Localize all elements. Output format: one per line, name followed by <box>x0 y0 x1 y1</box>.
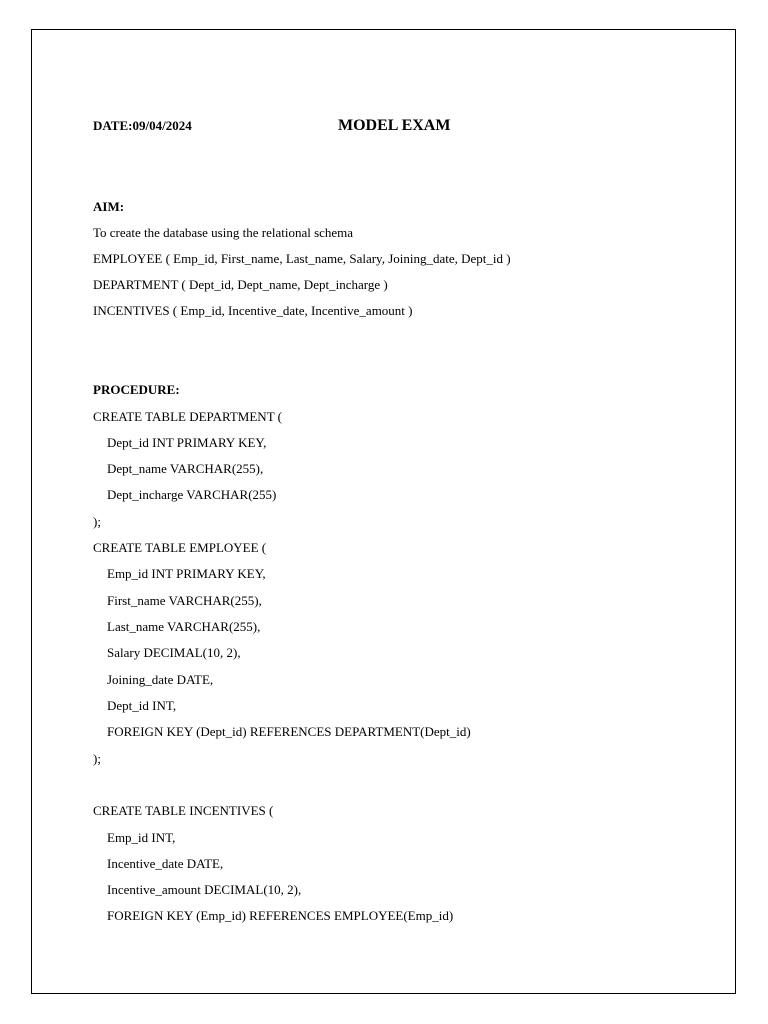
aim-heading: AIM: <box>93 199 125 214</box>
department-column: Dept_name VARCHAR(255), <box>107 461 264 476</box>
employee-create-statement: CREATE TABLE EMPLOYEE ( <box>93 540 267 555</box>
employee-column: Salary DECIMAL(10, 2), <box>107 645 241 660</box>
employee-column: Emp_id INT PRIMARY KEY, <box>107 566 266 581</box>
schema-employee: EMPLOYEE ( Emp_id, First_name, Last_name, Salary, Joining_date, Dept_id ) <box>93 251 511 266</box>
department-close: ); <box>93 514 101 529</box>
department-create-statement: CREATE TABLE DEPARTMENT ( <box>93 409 282 424</box>
procedure-heading: PROCEDURE: <box>93 382 180 397</box>
incentives-column: Incentive_date DATE, <box>107 856 224 871</box>
employee-close: ); <box>93 751 101 766</box>
exam-date: DATE:09/04/2024 <box>93 118 192 133</box>
department-column: Dept_incharge VARCHAR(255) <box>107 487 277 502</box>
department-column: Dept_id INT PRIMARY KEY, <box>107 435 267 450</box>
employee-column: Joining_date DATE, <box>107 672 214 687</box>
aim-intro: To create the database using the relational schema <box>93 225 354 240</box>
schema-department: DEPARTMENT ( Dept_id, Dept_name, Dept_incharge ) <box>93 277 388 292</box>
incentives-foreign-key: FOREIGN KEY (Emp_id) REFERENCES EMPLOYEE(Emp_id) <box>107 908 454 923</box>
page-border <box>31 29 736 994</box>
employee-column: Dept_id INT, <box>107 698 177 713</box>
incentives-create-statement: CREATE TABLE INCENTIVES ( <box>93 803 274 818</box>
employee-foreign-key: FOREIGN KEY (Dept_id) REFERENCES DEPARTMENT(Dept_id) <box>107 724 471 739</box>
incentives-column: Emp_id INT, <box>107 830 176 845</box>
employee-column: Last_name VARCHAR(255), <box>107 619 261 634</box>
incentives-column: Incentive_amount DECIMAL(10, 2), <box>107 882 302 897</box>
schema-incentives: INCENTIVES ( Emp_id, Incentive_date, Incentive_amount ) <box>93 303 413 318</box>
employee-column: First_name VARCHAR(255), <box>107 593 262 608</box>
exam-title: MODEL EXAM <box>338 117 451 134</box>
